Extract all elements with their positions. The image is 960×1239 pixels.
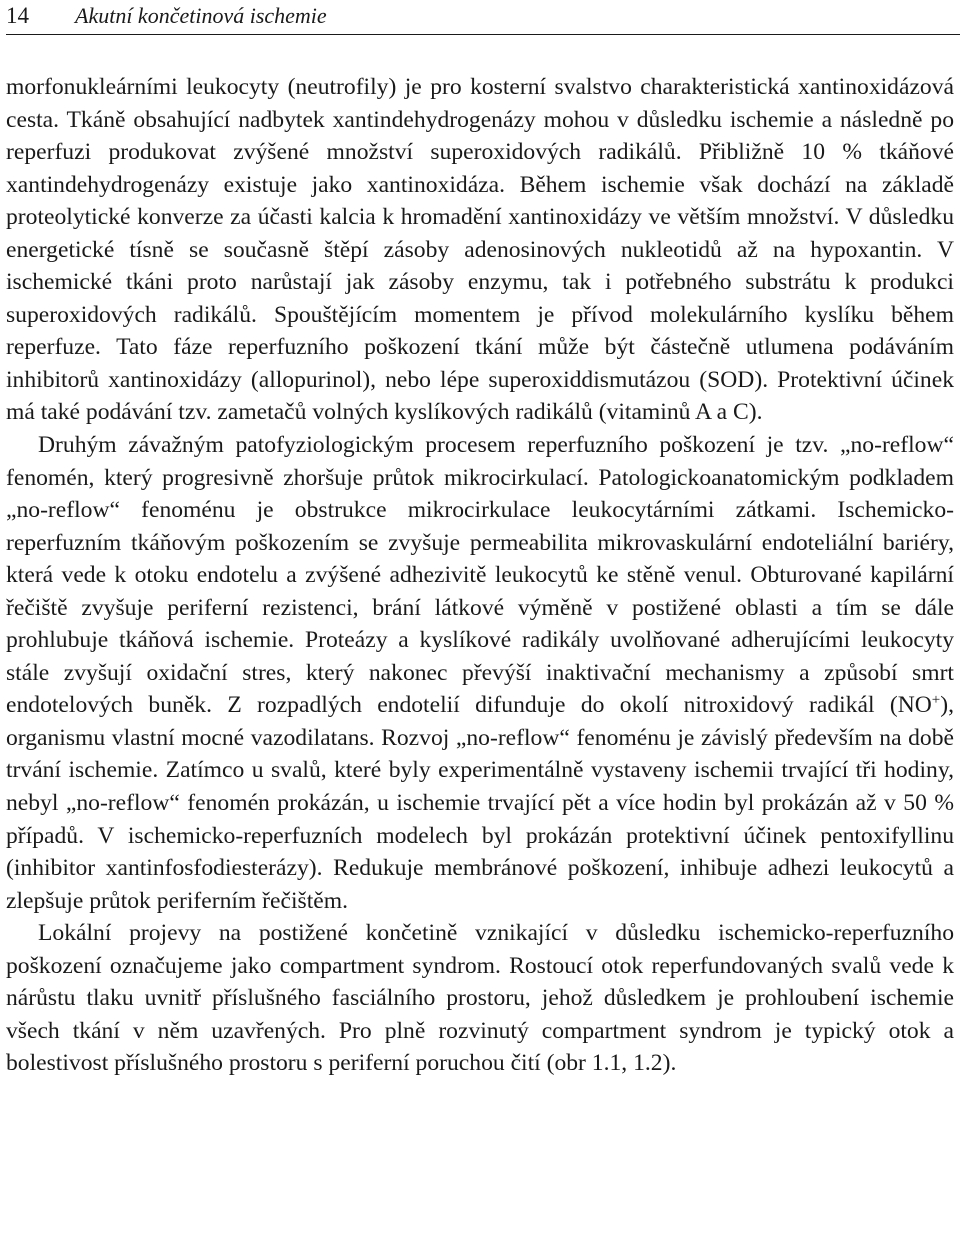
- body-text: [6, 71, 954, 1080]
- paragraph-3: Lokální projevy na postižené končetině vznikající v důsledku ischemicko-reperfuzního poškození označujeme jako compartment syndrom. Rostoucí otok reperfundovaných svalů vede k nárůstu tlaku uvnitř příslušného fasciálního prostoru, jehož důsledkem je prohloubení ischemie všech tkání v něm uzavřených. Pro plně rozvinutý compartment syndrom je typický otok a bolestivost příslušného prostoru s periferní poruchou čití (obr 1.1, 1.2).: [6, 920, 954, 1077]
- paragraph-2-text-start: Druhým závažným patofyziologickým procesem reperfuzního poškození je tzv. „no-reflow“ fenomén, který progresivně zhoršuje průtok mikrocirkulací. Patologickoanatomickým podkladem „no-reflow“ fenoménu je obstrukce mikrocirkulace leukocytárními zátkami. Ischemicko-reperfuzním tkáňovým poškozením se zvyšuje permeabilita mikrovaskulární endoteliální bariéry, která vede k otoku endotelu a zvýšené adhezivitě leukocytů ke stěně venul. Obturované kapilární řečiště zvyšuje periferní rezistenci, brání látkové výměně v postižené oblasti a tím se dále prohlubuje tkáňová ischemie. Proteázy a kyslíkové radikály uvolňované adherujícími leukocyty stále zvyšují oxidační stres, který nakonec převýší inaktivační mechanismy a způsobí smrt endotelových buněk. Z rozpadlých endotelií difunduje do okolí nitroxidový radikál (NO: [6, 432, 954, 719]
- paragraph-1: morfonukleárními leukocyty (neutrofily) je pro kosterní svalstvo charakteristická xantinoxidázová cesta. Tkáně obsahující nadbytek xantindehydrogenázy mohou v důsledku ischemie a následně po reperfuzi produkovat zvýšené množství superoxidových radikálů. Přibližně 10 % tkáňové xantindehydrogenázy existuje jako xantinoxidáza. Během ischemie však dochází na základě proteolytické konverze za účasti kalcia k hromadění xantinoxidázy ve větším množství. V důsledku energetické tísně se současně štěpí zásoby adenosinových nukleotidů až na hypoxantin. V ischemické tkáni proto narůstají jak zásoby enzymu, tak i potřebného substrátu k produkci superoxidových radikálů. Spouštějícím momentem je přívod molekulárního kyslíku během reperfuze. Tato fáze reperfuzního poškození tkání může být částečně utlumena podáváním inhibitorů xantinoxidázy (allopurinol), nebo lépe superoxiddismutázou (SOD). Protektivní účinek má také podávání tzv. zametačů volných kyslíkových radikálů (vitaminů A a C).: [6, 74, 954, 426]
- paragraph-2-text-end: ), organismu vlastní mocné vazodilatans. Rozvoj „no-reflow“ fenoménu je závislý především na době trvání ischemie. Zatímco u svalů, které byly experimentálně vystaveny ischemii trvající tři hodiny, nebyl „no-reflow“ fenomén prokázán, u ischemie trvající pět a více hodin byl prokázán až v 50 % případů. V ischemicko-reperfuzních modelech byl prokázán protektivní účinek pentoxifyllinu (inhibitor xantinfosfodiesterázy). Redukuje membránové poškození, inhibuje adhezi leukocytů a zlepšuje průtok periferním řečištěm.: [6, 692, 954, 914]
- superscript-plus: +: [931, 692, 941, 709]
- running-header: [6, 0, 960, 35]
- chapter-title: Akutní končetinová ischemie: [75, 3, 327, 28]
- paragraph-2: [6, 429, 954, 917]
- page-number: 14: [6, 3, 29, 28]
